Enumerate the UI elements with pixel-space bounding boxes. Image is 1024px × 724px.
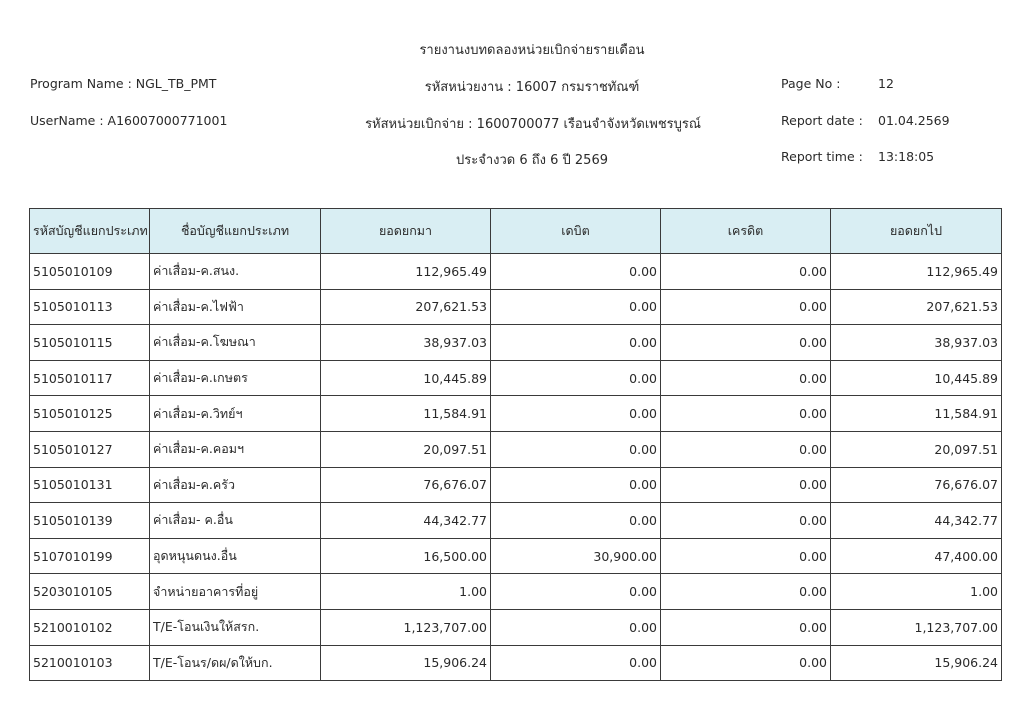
brought-forward: 38,937.03 (321, 325, 491, 361)
table-row (30, 360, 1002, 396)
brought-forward: 16,500.00 (321, 538, 491, 574)
credit: 0.00 (661, 503, 831, 539)
table-row (30, 431, 1002, 467)
account-name: ค่าเสื่อม-ค.สนง. (150, 254, 321, 290)
debit: 0.00 (491, 431, 661, 467)
table-row (30, 645, 1002, 681)
report-time-label: Report time : (781, 149, 863, 164)
credit: 0.00 (661, 574, 831, 610)
account-code: 5105010127 (30, 431, 150, 467)
account-name: T/E-โอนเงินให้สรก. (150, 609, 321, 645)
table-row (30, 325, 1002, 361)
carried-forward: 76,676.07 (831, 467, 1002, 503)
debit: 0.00 (491, 289, 661, 325)
table-row (30, 254, 1002, 290)
brought-forward: 15,906.24 (321, 645, 491, 681)
brought-forward: 10,445.89 (321, 360, 491, 396)
credit: 0.00 (661, 254, 831, 290)
column-header: เดบิต (491, 209, 661, 254)
report-date-label: Report date : (781, 113, 863, 128)
brought-forward: 207,621.53 (321, 289, 491, 325)
carried-forward: 1,123,707.00 (831, 609, 1002, 645)
table-row (30, 538, 1002, 574)
account-code: 5105010131 (30, 467, 150, 503)
carried-forward: 15,906.24 (831, 645, 1002, 681)
account-name: ค่าเสื่อม-ค.โฆษณา (150, 325, 321, 361)
account-name: T/E-โอนร/ดผ/ดให้บก. (150, 645, 321, 681)
disbursement-unit: รหัสหน่วยเบิกจ่าย : 1600700077 เรือนจำจังหวัดเพชรบูรณ์ (365, 117, 701, 132)
table-row (30, 609, 1002, 645)
account-name: ค่าเสื่อม-ค.เกษตร (150, 360, 321, 396)
account-code: 5210010103 (30, 645, 150, 681)
carried-forward: 44,342.77 (831, 503, 1002, 539)
account-code: 5105010113 (30, 289, 150, 325)
debit: 0.00 (491, 574, 661, 610)
brought-forward: 20,097.51 (321, 431, 491, 467)
debit: 0.00 (491, 360, 661, 396)
carried-forward: 207,621.53 (831, 289, 1002, 325)
account-name: ค่าเสื่อม-ค.คอมฯ (150, 431, 321, 467)
carried-forward: 112,965.49 (831, 254, 1002, 290)
table-row (30, 467, 1002, 503)
credit: 0.00 (661, 325, 831, 361)
debit: 0.00 (491, 503, 661, 539)
brought-forward: 1.00 (321, 574, 491, 610)
account-name: ค่าเสื่อม-ค.ไฟฟ้า (150, 289, 321, 325)
page-no-label: Page No : (781, 76, 841, 91)
ledger-table (29, 208, 1002, 681)
debit: 0.00 (491, 467, 661, 503)
debit: 0.00 (491, 645, 661, 681)
account-code: 5105010115 (30, 325, 150, 361)
report-title: รายงานงบทดลองหน่วยเบิกจ่ายรายเดือน (419, 43, 645, 58)
account-code: 5107010199 (30, 538, 150, 574)
table-header-row (30, 209, 1002, 254)
account-name: อุดหนุนดนง.อื่น (150, 538, 321, 574)
column-header: ชื่อบัญชีแยกประเภท (150, 209, 321, 254)
carried-forward: 20,097.51 (831, 431, 1002, 467)
credit: 0.00 (661, 538, 831, 574)
program-name: Program Name : NGL_TB_PMT (30, 76, 217, 91)
column-header: รหัสบัญชีแยกประเภท (30, 209, 150, 254)
account-code: 5203010105 (30, 574, 150, 610)
debit: 0.00 (491, 325, 661, 361)
account-code: 5105010125 (30, 396, 150, 432)
carried-forward: 10,445.89 (831, 360, 1002, 396)
account-name: จำหน่ายอาคารที่อยู่ (150, 574, 321, 610)
table-row (30, 574, 1002, 610)
username: UserName : A16007000771001 (30, 113, 228, 128)
report-date-value: 01.04.2569 (878, 113, 950, 128)
credit: 0.00 (661, 609, 831, 645)
carried-forward: 1.00 (831, 574, 1002, 610)
page-no-value: 12 (878, 76, 894, 91)
credit: 0.00 (661, 396, 831, 432)
debit: 0.00 (491, 254, 661, 290)
column-header: ยอดยกมา (321, 209, 491, 254)
agency-code: รหัสหน่วยงาน : 16007 กรมราชทัณฑ์ (424, 80, 640, 95)
carried-forward: 47,400.00 (831, 538, 1002, 574)
table-row (30, 289, 1002, 325)
report-period: ประจำงวด 6 ถึง 6 ปี 2569 (456, 153, 608, 168)
account-name: ค่าเสื่อม-ค.ครัว (150, 467, 321, 503)
brought-forward: 112,965.49 (321, 254, 491, 290)
debit: 0.00 (491, 609, 661, 645)
account-name: ค่าเสื่อม-ค.วิทย์ฯ (150, 396, 321, 432)
account-name: ค่าเสื่อม- ค.อื่น (150, 503, 321, 539)
credit: 0.00 (661, 467, 831, 503)
account-code: 5210010102 (30, 609, 150, 645)
column-header: ยอดยกไป (831, 209, 1002, 254)
brought-forward: 44,342.77 (321, 503, 491, 539)
brought-forward: 1,123,707.00 (321, 609, 491, 645)
credit: 0.00 (661, 289, 831, 325)
account-code: 5105010117 (30, 360, 150, 396)
brought-forward: 11,584.91 (321, 396, 491, 432)
table-row (30, 503, 1002, 539)
account-code: 5105010139 (30, 503, 150, 539)
carried-forward: 11,584.91 (831, 396, 1002, 432)
column-header: เครดิต (661, 209, 831, 254)
credit: 0.00 (661, 360, 831, 396)
report-time-value: 13:18:05 (878, 149, 935, 164)
credit: 0.00 (661, 431, 831, 467)
carried-forward: 38,937.03 (831, 325, 1002, 361)
brought-forward: 76,676.07 (321, 467, 491, 503)
credit: 0.00 (661, 645, 831, 681)
debit: 0.00 (491, 396, 661, 432)
table-row (30, 396, 1002, 432)
account-code: 5105010109 (30, 254, 150, 290)
debit: 30,900.00 (491, 538, 661, 574)
